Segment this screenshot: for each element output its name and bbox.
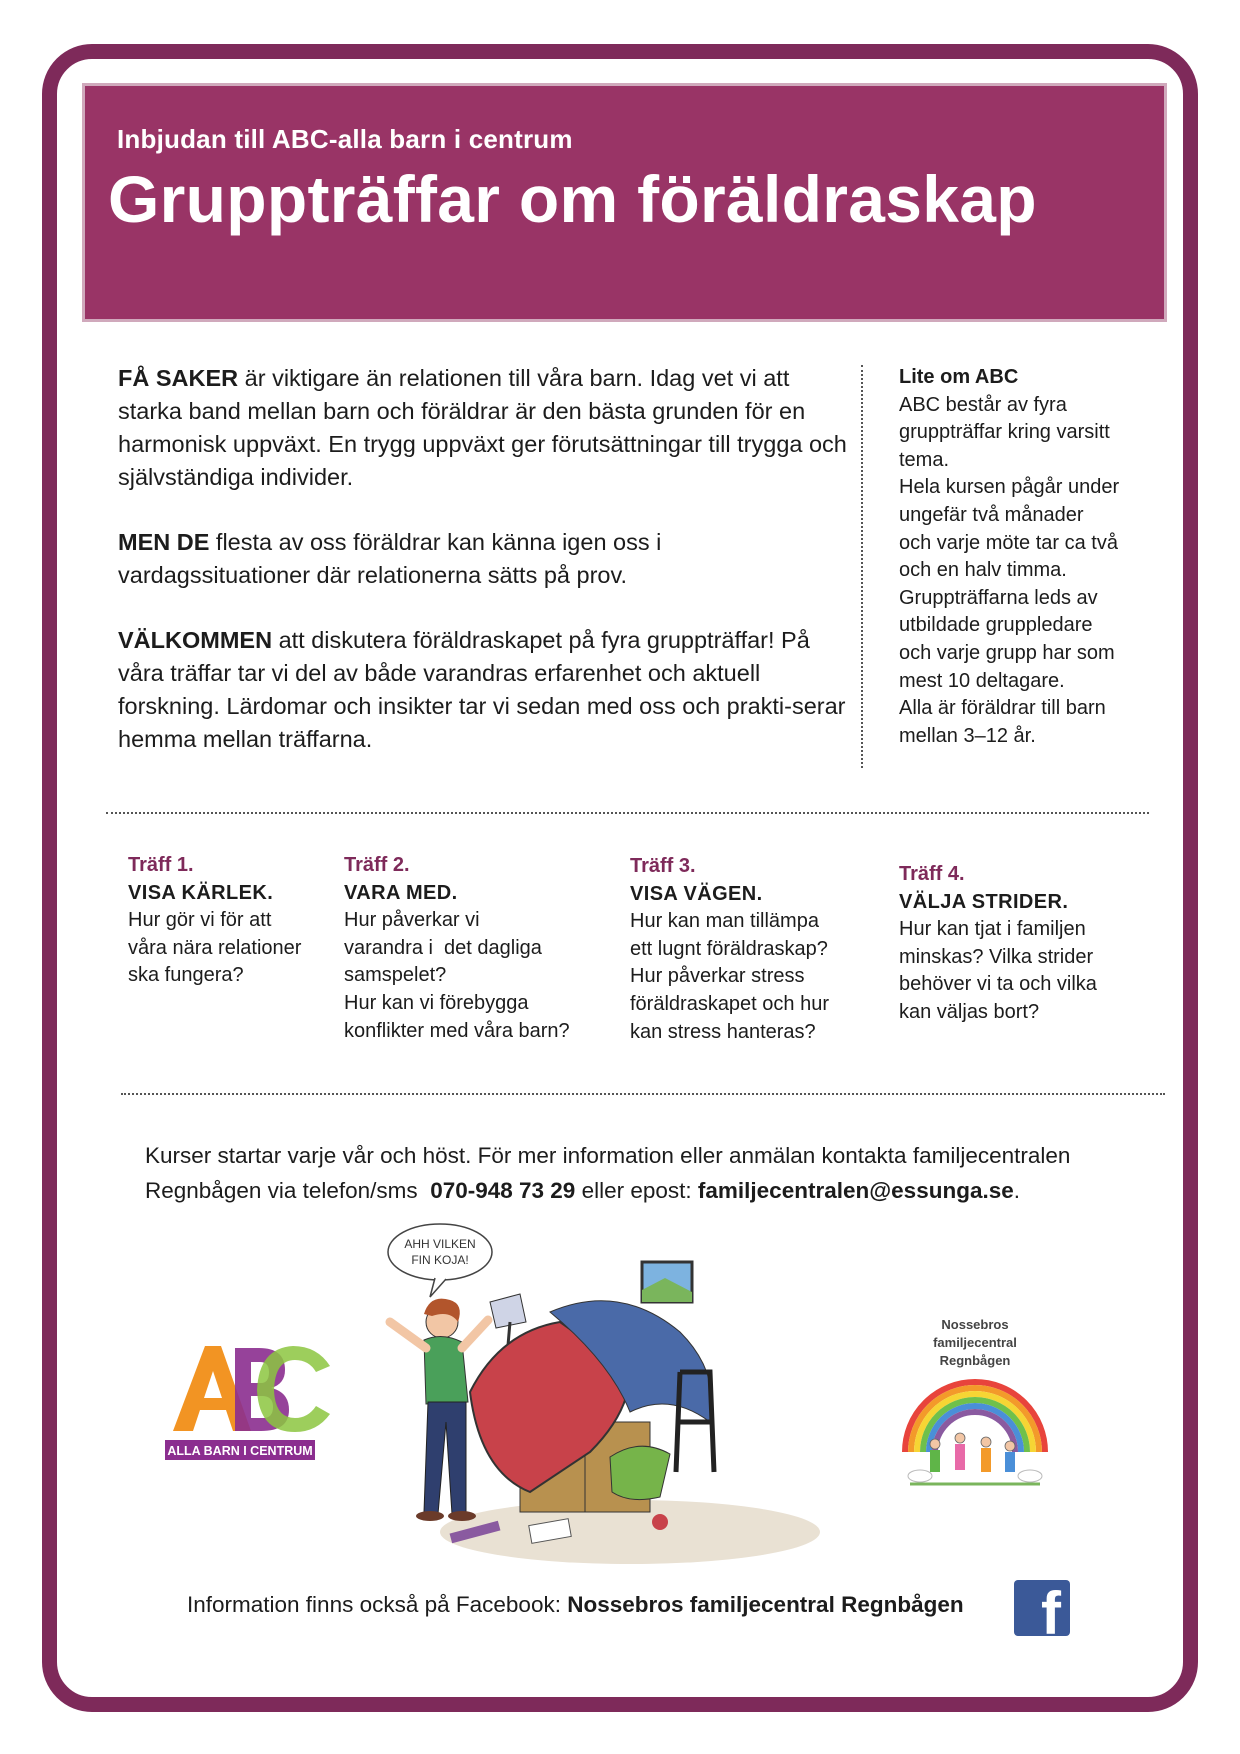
about-abc-line: gruppträffar kring varsitt <box>899 421 1110 444</box>
about-abc-line: tema. <box>899 448 950 471</box>
meeting-line: minskas? Vilka strider <box>899 945 1094 968</box>
about-abc-line: och varje grupp har som <box>899 641 1115 664</box>
about-abc-line: utbildade gruppledare <box>899 614 1093 637</box>
meeting-theme: VISA VÄGEN. <box>630 882 763 905</box>
logo-line: Nossebros <box>941 1317 1009 1332</box>
meeting-line: ska fungera? <box>128 964 244 987</box>
meeting-number: Träff 1. <box>128 854 194 876</box>
header-banner <box>82 83 1167 322</box>
meeting-number: Träff 3. <box>630 855 696 877</box>
meeting-line: föräldraskapet och hur <box>630 992 830 1015</box>
facebook-page-link[interactable]: Nossebros familjecentral Regnbågen <box>567 1592 964 1617</box>
abc-logo <box>165 1338 340 1464</box>
meeting-line: Hur gör vi för att <box>128 909 272 932</box>
about-abc-line: mest 10 deltagare. <box>899 669 1065 692</box>
about-abc-line: Gruppträffarna leds av <box>899 586 1098 609</box>
contact-text: . <box>1013 1178 1020 1203</box>
meeting-3 <box>630 853 875 1046</box>
meeting-line: Hur kan man tillämpa <box>630 910 819 933</box>
email-link[interactable]: familjecentralen@essunga.se <box>697 1178 1014 1203</box>
phone-number[interactable]: 070-948 73 29 <box>430 1178 576 1203</box>
meeting-line: Hur kan vi förebygga <box>344 991 529 1014</box>
intro-lead: FÅ SAKER <box>118 365 239 391</box>
about-abc-line: mellan 3–12 år. <box>899 724 1036 747</box>
meeting-line: ett lugnt föräldraskap? <box>630 937 828 960</box>
meeting-number: Träff 4. <box>899 863 965 885</box>
intro-paragraph-2 <box>118 526 853 592</box>
dotted-divider-bottom <box>121 1093 1165 1095</box>
meeting-line: våra nära relationer <box>128 936 302 959</box>
about-abc-line: Alla är föräldrar till barn <box>899 697 1106 720</box>
facebook-icon[interactable]: f <box>1014 1580 1070 1636</box>
intro-paragraph-3 <box>118 624 853 756</box>
meeting-theme: VARA MED. <box>344 881 458 904</box>
contact-line-2 <box>145 1173 1145 1208</box>
about-abc-title: Lite om ABC <box>899 366 1019 388</box>
meeting-line: varandra i det dagliga <box>344 936 542 959</box>
facebook-text: Information finns också på Facebook: <box>187 1592 568 1617</box>
intro-text <box>118 362 853 788</box>
meeting-line: Hur påverkar stress <box>630 965 805 988</box>
contact-text: eller epost: <box>575 1178 698 1203</box>
about-abc-line: och varje möte tar ca två <box>899 531 1118 554</box>
facebook-info <box>187 1592 964 1618</box>
dotted-divider-top <box>106 812 1149 814</box>
logo-line: Regnbågen <box>939 1353 1011 1368</box>
meeting-line: behöver vi ta och vilka <box>899 973 1097 996</box>
svg-text:FIN KOJA!: FIN KOJA! <box>411 1253 469 1267</box>
svg-text:ALLA BARN I CENTRUM: ALLA BARN I CENTRUM <box>167 1444 313 1458</box>
meeting-line: samspelet? <box>344 964 447 987</box>
svg-text:AHH VILKEN: AHH VILKEN <box>404 1237 476 1251</box>
meeting-1 <box>128 852 323 990</box>
header-subtitle: Inbjudan till ABC-alla barn i centrum <box>117 124 573 154</box>
about-abc-line: ABC består av fyra <box>899 393 1067 416</box>
meeting-number: Träff 2. <box>344 854 410 876</box>
meeting-4 <box>899 861 1144 1027</box>
intro-body: flesta av oss föräldrar kan känna igen oss i vardagssituationer där relationerna sätts på prov. <box>118 529 662 588</box>
intro-lead: MEN DE <box>118 529 210 555</box>
about-abc-line: ungefär två månader <box>899 503 1084 526</box>
meeting-line: Hur påverkar vi <box>344 909 480 932</box>
logo-line: familjecentral <box>933 1335 1017 1350</box>
meeting-theme: VISA KÄRLEK. <box>128 881 274 904</box>
rainbow-icon <box>890 1372 1060 1498</box>
contact-line-1: Kurser startar varje vår och höst. För mer information eller anmälan kontakta familjecentralen <box>145 1143 1071 1168</box>
intro-lead: VÄLKOMMEN <box>118 627 273 653</box>
vertical-divider <box>861 365 863 768</box>
intro-paragraph-1 <box>118 362 853 494</box>
about-abc-box <box>899 364 1149 750</box>
contact-text: Regnbågen via telefon/sms <box>145 1178 431 1203</box>
meeting-line: Hur kan tjat i familjen <box>899 918 1086 941</box>
meeting-2 <box>344 852 609 1045</box>
contact-info <box>145 1138 1145 1208</box>
intro-body: är viktigare än relationen till våra barn. Idag vet vi att starka band mellan barn och föräldrar är den bästa grunden för en harmonisk uppväxt. En trygg uppväxt ger förutsättningar till trygga och självständiga individer. <box>118 365 847 490</box>
header-title: Gruppträffar om föräldraskap <box>108 162 1037 236</box>
familjecentral-logo <box>890 1316 1060 1498</box>
about-abc-line: och en halv timma. <box>899 559 1067 582</box>
meeting-line: kan väljas bort? <box>899 1000 1040 1023</box>
meeting-line: konflikter med våra barn? <box>344 1019 570 1042</box>
meeting-theme: VÄLJA STRIDER. <box>899 890 1069 913</box>
about-abc-line: Hela kursen pågår under <box>899 476 1120 499</box>
intro-body: att diskutera föräldraskapet på fyra gruppträffar! På våra träffar tar vi del av både varandras erfarenhet och aktuell forskning. Lärdomar och insikter tar vi sedan med oss och prakti-serar hemma mellan träffarna. <box>118 627 846 752</box>
meeting-line: kan stress hanteras? <box>630 1020 816 1043</box>
cartoon-illustration <box>380 1222 830 1572</box>
